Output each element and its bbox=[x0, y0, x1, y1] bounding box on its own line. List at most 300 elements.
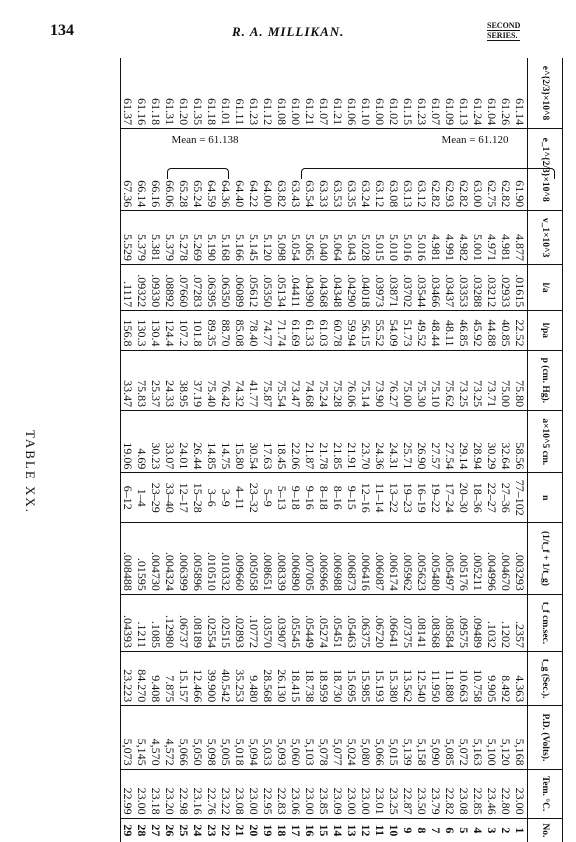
table-cell: 22.87 bbox=[401, 769, 415, 818]
table-cell: 35.253 bbox=[233, 652, 247, 706]
table-cell: 27.57 bbox=[429, 411, 443, 473]
table-cell: 5,050 bbox=[191, 706, 205, 769]
series-line-2: SERIES. bbox=[487, 31, 520, 41]
table-cell: 75.28 bbox=[331, 350, 345, 411]
table-cell: 4 bbox=[471, 827, 485, 834]
table-cell: .07375 bbox=[401, 594, 415, 651]
table-cell: .006174 bbox=[387, 523, 401, 595]
table-cell: 5.269 bbox=[191, 211, 205, 265]
table-cell: .04348 bbox=[331, 264, 345, 310]
table-cell: .008651 bbox=[261, 523, 275, 595]
table-cell: 23–29 bbox=[149, 473, 163, 523]
table-cell: 23.85 bbox=[317, 769, 331, 818]
table-cell: .03871 bbox=[387, 264, 401, 310]
table-cell: 21.78 bbox=[317, 411, 331, 473]
table-cell: 22–27 bbox=[485, 473, 499, 523]
table-row bbox=[275, 58, 289, 842]
table-cell: 19–23 bbox=[401, 473, 415, 523]
table-cell: 25.37 bbox=[149, 350, 163, 411]
table-cell: .04390 bbox=[303, 264, 317, 310]
table-cell: .08368 bbox=[429, 594, 443, 651]
table-cell: 61.69 bbox=[289, 311, 303, 350]
table-cell: 61.07 bbox=[317, 58, 331, 129]
table-cell: .010332 bbox=[219, 523, 233, 595]
table-cell: 60.78 bbox=[331, 311, 345, 350]
page-number: 134 bbox=[50, 22, 74, 39]
table-cell: 3 bbox=[485, 827, 499, 834]
table-cell: 21.85 bbox=[331, 411, 345, 473]
table-cell: .01595 bbox=[135, 523, 149, 595]
table-cell: 12.466 bbox=[191, 652, 205, 706]
table-cell: .02933 bbox=[499, 264, 513, 310]
table-cell: 15.157 bbox=[177, 652, 191, 706]
table-cell: 5.379 bbox=[135, 211, 149, 265]
table-cell: 37.19 bbox=[191, 350, 205, 411]
table-cell: 15.695 bbox=[345, 652, 359, 706]
table-cell: .03466 bbox=[429, 264, 443, 310]
table-cell: 6–12 bbox=[121, 473, 136, 523]
table-cell: .05545 bbox=[289, 594, 303, 651]
table-cell: .010510 bbox=[205, 523, 219, 595]
table-cell: 5,060 bbox=[289, 706, 303, 769]
table-cell: 21 bbox=[233, 824, 247, 837]
table-cell: 5.040 bbox=[317, 211, 331, 265]
table-cell: 74.68 bbox=[303, 350, 317, 411]
table-cell: .009660 bbox=[233, 523, 247, 595]
table-cell: 61.18 bbox=[149, 58, 163, 129]
table-cell: 63.54 bbox=[303, 129, 317, 211]
table-row bbox=[247, 58, 261, 842]
column-header: l/a bbox=[528, 264, 563, 310]
column-header: t_g (Sec.). bbox=[528, 652, 563, 706]
table-cell: 107.2 bbox=[177, 311, 191, 350]
table-cell: 15.380 bbox=[387, 652, 401, 706]
table-cell: 16 bbox=[303, 824, 317, 837]
table-cell: 19–22 bbox=[429, 473, 443, 523]
table-cell: 61.21 bbox=[331, 58, 345, 129]
table-cell: .005896 bbox=[191, 523, 205, 595]
table-cell: 63.12 bbox=[415, 129, 429, 211]
table-cell: 48.11 bbox=[443, 311, 457, 350]
table-cell: 20–30 bbox=[457, 473, 471, 523]
table-cell: .005211 bbox=[471, 523, 485, 595]
table-cell: 5,139 bbox=[401, 706, 415, 769]
column-header: e_1^{2/3}×10^8 bbox=[528, 129, 563, 211]
table-cell: .06720 bbox=[373, 594, 387, 651]
table-cell: 66.06 bbox=[163, 129, 177, 211]
table-row bbox=[261, 58, 275, 842]
column-header: P.D. (Volts). bbox=[528, 706, 563, 769]
table-cell: 5,066 bbox=[373, 706, 387, 769]
table-cell: .005497 bbox=[443, 523, 457, 595]
table-cell: .12980 bbox=[163, 594, 177, 651]
table-cell: 23.00 bbox=[247, 769, 261, 818]
table-cell: 62.75 bbox=[485, 129, 499, 211]
table-cell: 61.16 bbox=[135, 58, 149, 129]
table-cell: 15–28 bbox=[191, 473, 205, 523]
table-cell: .03353 bbox=[457, 264, 471, 310]
column-header: v_1×10^3 bbox=[528, 211, 563, 265]
table-cell: 73.47 bbox=[289, 350, 303, 411]
table-cell: 67.36 bbox=[121, 129, 136, 211]
table-cell: 75.00 bbox=[401, 350, 415, 411]
table-cell: 101.8 bbox=[191, 311, 205, 350]
table-cell: .01615 bbox=[513, 264, 528, 310]
table-cell: 5,103 bbox=[303, 706, 317, 769]
table-cell: 23.50 bbox=[415, 769, 429, 818]
table-cell: .008339 bbox=[275, 523, 289, 595]
table-cell: 17 bbox=[289, 824, 303, 837]
column-header: No. bbox=[528, 818, 563, 842]
table-cell: 62.93 bbox=[443, 129, 457, 211]
table-row bbox=[233, 58, 247, 842]
table-cell: 15.80 bbox=[233, 411, 247, 473]
table-cell: 5.064 bbox=[331, 211, 345, 265]
table-cell: 17.63 bbox=[261, 411, 275, 473]
table-cell: 5,078 bbox=[317, 706, 331, 769]
table-cell: 76.42 bbox=[219, 350, 233, 411]
table-cell: .05463 bbox=[345, 594, 359, 651]
table-cell: 22.98 bbox=[177, 769, 191, 818]
table-cell: .1211 bbox=[135, 594, 149, 651]
table-cell: 25.71 bbox=[401, 411, 415, 473]
table-cell: 5.278 bbox=[177, 211, 191, 265]
table-cell: 24.36 bbox=[373, 411, 387, 473]
table-cell: 22.83 bbox=[275, 769, 289, 818]
table-cell: 30.23 bbox=[149, 411, 163, 473]
table-cell: 30.29 bbox=[485, 411, 499, 473]
table-cell: 5,005 bbox=[219, 706, 233, 769]
table-cell: 5.015 bbox=[373, 211, 387, 265]
table-cell: .03212 bbox=[485, 264, 499, 310]
table-cell: 74.77 bbox=[261, 311, 275, 350]
table-cell: 130.4 bbox=[149, 311, 163, 350]
table-cell: 23.70 bbox=[359, 411, 373, 473]
table-cell: .09489 bbox=[471, 594, 485, 651]
table-cell: 18.738 bbox=[303, 652, 317, 706]
table-cell: 13–22 bbox=[387, 473, 401, 523]
column-header: l/pa bbox=[528, 311, 563, 350]
table-cell: .06395 bbox=[205, 264, 219, 310]
table-cell: 23.01 bbox=[373, 769, 387, 818]
table-cell: 8–16 bbox=[331, 473, 345, 523]
table-caption: TABLE XX. bbox=[23, 429, 38, 515]
table-cell: 9.480 bbox=[247, 652, 261, 706]
table-cell: 73.71 bbox=[485, 350, 499, 411]
table-cell: .03702 bbox=[401, 264, 415, 310]
table-cell: 62.82 bbox=[429, 129, 443, 211]
table-cell: 23.00 bbox=[303, 769, 317, 818]
table-cell: 5,090 bbox=[429, 706, 443, 769]
table-cell: 15 bbox=[317, 824, 331, 837]
table-cell: .004730 bbox=[149, 523, 163, 595]
table-cell: 75.54 bbox=[275, 350, 289, 411]
mean-brace-1 bbox=[301, 168, 555, 179]
table-cell: 18.415 bbox=[289, 652, 303, 706]
table-cell: 14.85 bbox=[205, 411, 219, 473]
table-cell: 22.06 bbox=[289, 411, 303, 473]
table-cell: 63.13 bbox=[401, 129, 415, 211]
table-cell: 5.028 bbox=[359, 211, 373, 265]
table-cell: 29.14 bbox=[457, 411, 471, 473]
table-cell: 61.00 bbox=[289, 58, 303, 129]
table-cell: 4.69 bbox=[135, 411, 149, 473]
table-cell: 14 bbox=[331, 824, 345, 837]
table-cell: 26.44 bbox=[191, 411, 205, 473]
table-cell: .03544 bbox=[415, 264, 429, 310]
table-cell: 1 bbox=[513, 827, 527, 834]
table-cell: .006966 bbox=[317, 523, 331, 595]
table-cell: .04368 bbox=[317, 264, 331, 310]
table-cell: .05134 bbox=[275, 264, 289, 310]
table-cell: .08189 bbox=[191, 594, 205, 651]
column-header: p (cm. Hg). bbox=[528, 350, 563, 411]
table-cell: .1202 bbox=[499, 594, 513, 651]
table-cell: 64.00 bbox=[261, 129, 275, 211]
table-cell: 75.80 bbox=[513, 350, 528, 411]
table-cell: 22.52 bbox=[513, 311, 528, 350]
table-cell: 5,073 bbox=[121, 706, 136, 769]
table-cell: .10772 bbox=[247, 594, 261, 651]
table-cell: 23.223 bbox=[121, 652, 136, 706]
table-cell: 33.07 bbox=[163, 411, 177, 473]
table-cell: 61.06 bbox=[345, 58, 359, 129]
table-cell: 5 bbox=[457, 827, 471, 834]
table-cell: .1085 bbox=[149, 594, 163, 651]
table-cell: 84.270 bbox=[135, 652, 149, 706]
table-cell: 61.35 bbox=[191, 58, 205, 129]
table-cell: 4.971 bbox=[485, 211, 499, 265]
table-cell: 26 bbox=[163, 824, 177, 837]
table-cell: .03437 bbox=[443, 264, 457, 310]
table-cell: .006873 bbox=[345, 523, 359, 595]
table-cell: 9–16 bbox=[303, 473, 317, 523]
table-cell: 13 bbox=[345, 824, 359, 837]
table-cell: 5.120 bbox=[261, 211, 275, 265]
table-cell: 65.24 bbox=[191, 129, 205, 211]
table-cell: 66.16 bbox=[149, 129, 163, 211]
table-cell: 5.016 bbox=[415, 211, 429, 265]
table-cell: 5.529 bbox=[121, 211, 136, 265]
table-cell: 77–102 bbox=[513, 473, 528, 523]
table-cell: 75.40 bbox=[205, 350, 219, 411]
table-cell: 61.04 bbox=[485, 58, 499, 129]
table-cell: 63.24 bbox=[359, 129, 373, 211]
table-cell: 124.4 bbox=[163, 311, 177, 350]
table-cell: 18.730 bbox=[331, 652, 345, 706]
table-cell: 61.26 bbox=[499, 58, 513, 129]
table-cell: 64.59 bbox=[205, 129, 219, 211]
table-cell: 5,098 bbox=[205, 706, 219, 769]
table-cell: 63.00 bbox=[471, 129, 485, 211]
table-cell: 62.82 bbox=[457, 129, 471, 211]
table-cell: 75.30 bbox=[415, 350, 429, 411]
table-cell: 75.00 bbox=[499, 350, 513, 411]
table-cell: .05612 bbox=[247, 264, 261, 310]
table-cell: 12 bbox=[359, 824, 373, 837]
table-cell: 5.010 bbox=[387, 211, 401, 265]
table-cell: 61.08 bbox=[275, 58, 289, 129]
table-cell: 28 bbox=[135, 824, 149, 837]
table-cell: .07660 bbox=[177, 264, 191, 310]
table-cell: .008488 bbox=[121, 523, 136, 595]
column-header: t_f cm.sec. bbox=[528, 594, 563, 651]
table-cell: 41.77 bbox=[247, 350, 261, 411]
table-cell: 4.982 bbox=[457, 211, 471, 265]
table-cell: 71.74 bbox=[275, 311, 289, 350]
table-cell: 63.82 bbox=[275, 129, 289, 211]
table-cell: 5,018 bbox=[233, 706, 247, 769]
table-cell: 61.14 bbox=[513, 58, 528, 129]
table-cell: .06350 bbox=[219, 264, 233, 310]
table-cell: 5,015 bbox=[387, 706, 401, 769]
table-cell: .06375 bbox=[359, 594, 373, 651]
table-cell: 10.758 bbox=[471, 652, 485, 706]
table-cell: 4,572 bbox=[163, 706, 177, 769]
table-cell: 6 bbox=[443, 827, 457, 834]
table-cell: 23.16 bbox=[191, 769, 205, 818]
table-cell: .05449 bbox=[303, 594, 317, 651]
table-cell: 61.37 bbox=[121, 58, 136, 129]
table-cell: 76.27 bbox=[387, 350, 401, 411]
table-cell: 4.981 bbox=[429, 211, 443, 265]
table-cell: 75.24 bbox=[317, 350, 331, 411]
table-cell: 59.94 bbox=[345, 311, 359, 350]
table-cell: 23.09 bbox=[331, 769, 345, 818]
table-cell: 23.25 bbox=[387, 769, 401, 818]
column-header: n bbox=[528, 473, 563, 523]
table-cell: 5,163 bbox=[471, 706, 485, 769]
table-cell: .02554 bbox=[205, 594, 219, 651]
table-cell: 75.83 bbox=[135, 350, 149, 411]
table-cell: .005480 bbox=[429, 523, 443, 595]
table-cell: 9.408 bbox=[149, 652, 163, 706]
table-cell: 5,168 bbox=[513, 706, 528, 769]
table-cell: .07283 bbox=[191, 264, 205, 310]
table-cell: 63.35 bbox=[345, 129, 359, 211]
table-cell: .09575 bbox=[457, 594, 471, 651]
table-cell: 5.166 bbox=[233, 211, 247, 265]
table-cell: 13.562 bbox=[401, 652, 415, 706]
table-cell: 23.00 bbox=[345, 769, 359, 818]
table-cell: 24 bbox=[191, 824, 205, 837]
table-cell: 22.80 bbox=[499, 769, 513, 818]
table-cell: 5,094 bbox=[247, 706, 261, 769]
table-cell: 73.90 bbox=[373, 350, 387, 411]
table-cell: 156.8 bbox=[121, 311, 136, 350]
table-cell: 19 bbox=[261, 824, 275, 837]
table-cell: 28.568 bbox=[261, 652, 275, 706]
table-cell: .1117 bbox=[121, 264, 136, 310]
table-cell: 55.52 bbox=[373, 311, 387, 350]
table-cell: .005058 bbox=[247, 523, 261, 595]
rotated-table-container bbox=[83, 58, 563, 842]
table-cell: 5,033 bbox=[261, 706, 275, 769]
table-cell: 22.82 bbox=[443, 769, 457, 818]
table-cell: .09322 bbox=[135, 264, 149, 310]
table-cell: 62.82 bbox=[499, 129, 513, 211]
table-cell: 39.900 bbox=[205, 652, 219, 706]
table-cell: 11.880 bbox=[443, 652, 457, 706]
table-cell: 15.985 bbox=[359, 652, 373, 706]
table-cell: 18–36 bbox=[471, 473, 485, 523]
table-cell: 63.12 bbox=[373, 129, 387, 211]
table-cell: 61.07 bbox=[429, 58, 443, 129]
table-cell: 5,085 bbox=[443, 706, 457, 769]
table-cell: 38.95 bbox=[177, 350, 191, 411]
table-cell: .006416 bbox=[359, 523, 373, 595]
table-cell: .04411 bbox=[289, 264, 303, 310]
table-cell: 12–16 bbox=[359, 473, 373, 523]
table-cell: 23.08 bbox=[233, 769, 247, 818]
mean-brace-2 bbox=[167, 168, 229, 179]
table-cell: 61.09 bbox=[443, 58, 457, 129]
table-cell: 54.09 bbox=[387, 311, 401, 350]
table-cell: 20 bbox=[247, 824, 261, 837]
table-cell: 64.36 bbox=[219, 129, 233, 211]
table-cell: 45.92 bbox=[471, 311, 485, 350]
table-cell: 7 bbox=[429, 827, 443, 834]
table-cell: .03570 bbox=[261, 594, 275, 651]
table-cell: 63.53 bbox=[331, 129, 345, 211]
table-cell: 89.35 bbox=[205, 311, 219, 350]
table-cell: 9 bbox=[401, 827, 415, 834]
table-cell: 5,072 bbox=[457, 706, 471, 769]
table-cell: 23.20 bbox=[163, 769, 177, 818]
table-cell: 5,093 bbox=[275, 706, 289, 769]
table-cell: 27–36 bbox=[499, 473, 513, 523]
table-cell: 61.15 bbox=[401, 58, 415, 129]
table-cell: 21.91 bbox=[345, 411, 359, 473]
table-cell: 61.03 bbox=[317, 311, 331, 350]
table-cell: 8.492 bbox=[499, 652, 513, 706]
table-cell: 8–18 bbox=[317, 473, 331, 523]
table-cell: .007005 bbox=[303, 523, 317, 595]
table-cell: 23.00 bbox=[513, 769, 528, 818]
running-head-author: R. A. MILLIKAN. bbox=[232, 24, 345, 39]
table-cell: 40.542 bbox=[219, 652, 233, 706]
table-cell: 9.905 bbox=[485, 652, 499, 706]
table-cell: 88.70 bbox=[219, 311, 233, 350]
table-cell: 23.00 bbox=[359, 769, 373, 818]
table-cell: 11 bbox=[373, 824, 387, 836]
table-cell: 2 bbox=[499, 827, 513, 834]
table-cell: 61.31 bbox=[163, 58, 177, 129]
table-cell: 32.64 bbox=[499, 411, 513, 473]
table-cell: 21.87 bbox=[303, 411, 317, 473]
table-cell: 5,100 bbox=[485, 706, 499, 769]
table-cell: .004996 bbox=[485, 523, 499, 595]
table-cell: 3–9 bbox=[219, 473, 233, 523]
table-cell: 22.85 bbox=[471, 769, 485, 818]
table-cell: 5.168 bbox=[219, 211, 233, 265]
table-cell: 56.15 bbox=[359, 311, 373, 350]
table-cell: 28.94 bbox=[471, 411, 485, 473]
table-cell: 63.43 bbox=[289, 129, 303, 211]
table-row bbox=[135, 58, 149, 842]
table-cell: 61.10 bbox=[359, 58, 373, 129]
table-cell: 76.06 bbox=[345, 350, 359, 411]
table-cell: 75.10 bbox=[429, 350, 443, 411]
table-cell: 5,120 bbox=[499, 706, 513, 769]
table-cell: 73.25 bbox=[457, 350, 471, 411]
table-cell: 14.75 bbox=[219, 411, 233, 473]
column-header: Tem. °C. bbox=[528, 769, 563, 818]
table-cell: 5–9 bbox=[261, 473, 275, 523]
table-cell: .006087 bbox=[373, 523, 387, 595]
table-cell: 40.85 bbox=[499, 311, 513, 350]
table-cell: 73.25 bbox=[471, 350, 485, 411]
